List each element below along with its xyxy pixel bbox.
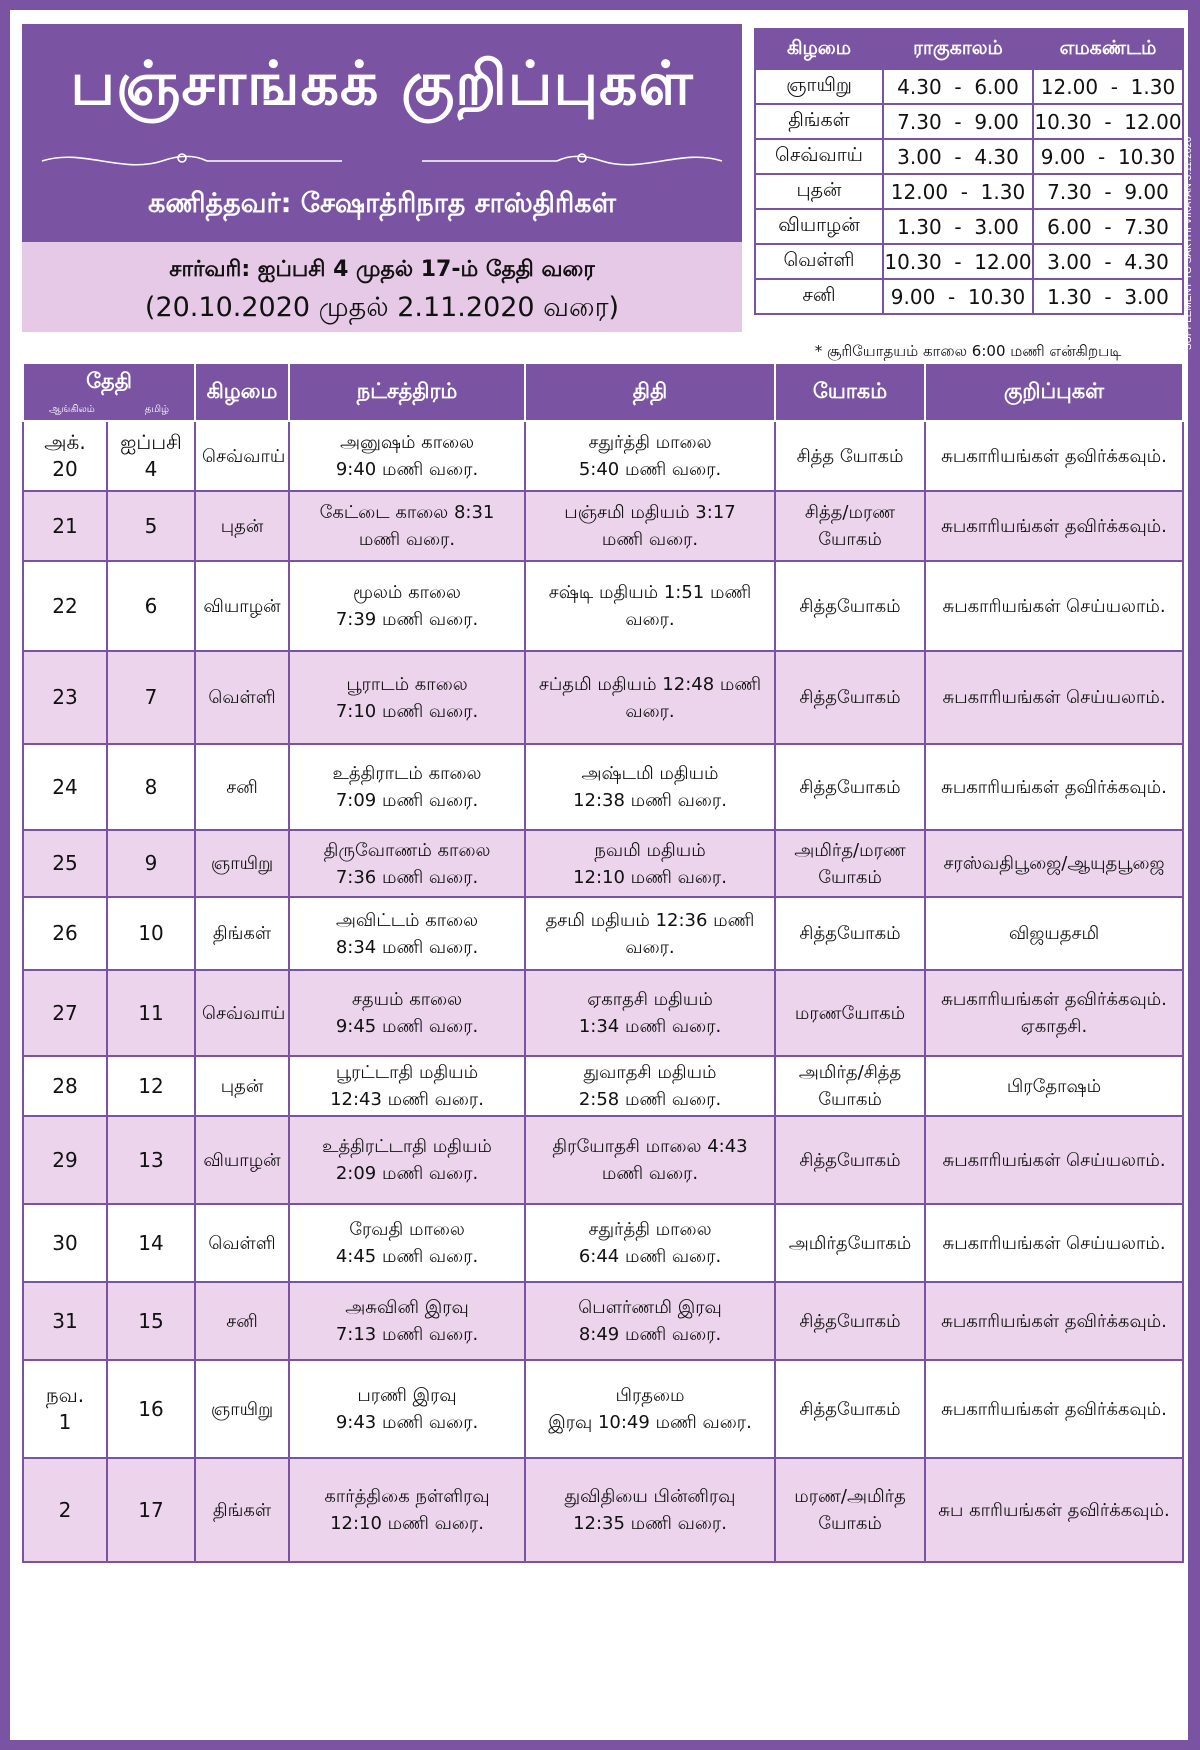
rahu-time: 4.30 - 6.00 [883, 69, 1033, 104]
table-row [23, 421, 1183, 491]
rahu-row [755, 104, 1183, 139]
yogam-cell: அமிர்த/மரண யோகம் [775, 830, 925, 897]
yogam-cell: சித்தயோகம் [775, 1116, 925, 1204]
rahu-time: 1.30 - 3.00 [883, 209, 1033, 244]
rahu-row [755, 69, 1183, 104]
tithi-cell: துவாதசி மதியம் 2:58 மணி வரை. [525, 1056, 775, 1116]
tithi-cell: துவிதியை பின்னிரவு 12:35 மணி வரை. [525, 1458, 775, 1562]
notes-cell: சுப காரியங்கள் தவிர்க்கவும். [925, 1458, 1183, 1562]
star-cell: கேட்டை காலை 8:31 மணி வரை. [289, 491, 525, 561]
date-english: 26 [23, 897, 107, 970]
day-cell: புதன் [195, 491, 289, 561]
rahu-time: 7.30 - 9.00 [883, 104, 1033, 139]
table-row [23, 1056, 1183, 1116]
star-cell: பூரட்டாதி மதியம் 12:43 மணி வரை. [289, 1056, 525, 1116]
rahu-day: புதன் [755, 174, 883, 209]
notes-cell: சுபகாரியங்கள் செய்யலாம். [925, 1204, 1183, 1282]
day-cell: திங்கள் [195, 1458, 289, 1562]
date-tamil: 11 [107, 970, 195, 1056]
ema-time: 10.30 - 12.00 [1033, 104, 1183, 139]
date-english: 27 [23, 970, 107, 1056]
date-tamil: ஐப்பசி 4 [107, 421, 195, 491]
header-day: கிழமை [195, 363, 289, 421]
period-box [22, 242, 742, 332]
tithi-cell: சஷ்டி மதியம் 1:51 மணி வரை. [525, 561, 775, 651]
tithi-cell: அஷ்டமி மதியம் 12:38 மணி வரை. [525, 744, 775, 830]
star-cell: பரணி இரவு 9:43 மணி வரை. [289, 1360, 525, 1458]
header-date [23, 363, 195, 421]
rahu-day: வியாழன் [755, 209, 883, 244]
notes-cell: சுபகாரியங்கள் தவிர்க்கவும். [925, 421, 1183, 491]
table-row [23, 491, 1183, 561]
notes-cell: சுபகாரியங்கள் தவிர்க்கவும். [925, 1282, 1183, 1360]
day-cell: செவ்வாய் [195, 421, 289, 491]
date-english: 22 [23, 561, 107, 651]
tithi-cell: சதுர்த்தி மாலை 5:40 மணி வரை. [525, 421, 775, 491]
date-english: 28 [23, 1056, 107, 1116]
rahu-row [755, 174, 1183, 209]
table-row [23, 830, 1183, 897]
ema-time: 1.30 - 3.00 [1033, 279, 1183, 314]
rahu-row [755, 209, 1183, 244]
star-cell: அவிட்டம் காலை 8:34 மணி வரை. [289, 897, 525, 970]
yogam-cell: சித்தயோகம் [775, 1282, 925, 1360]
yogam-cell: சித்த/மரண யோகம் [775, 491, 925, 561]
tithi-cell: பௌர்ணமி இரவு 8:49 மணி வரை. [525, 1282, 775, 1360]
ema-time: 7.30 - 9.00 [1033, 174, 1183, 209]
header-notes: குறிப்புகள் [925, 363, 1183, 421]
table-row [23, 1458, 1183, 1562]
header-star: நட்சத்திரம் [289, 363, 525, 421]
date-english: 25 [23, 830, 107, 897]
rahu-time: 12.00 - 1.30 [883, 174, 1033, 209]
notes-cell: சரஸ்வதிபூஜை/ஆயுதபூஜை [925, 830, 1183, 897]
notes-cell: சுபகாரியங்கள் செய்யலாம். [925, 561, 1183, 651]
star-cell: அனுஷம் காலை 9:40 மணி வரை. [289, 421, 525, 491]
ema-time: 3.00 - 4.30 [1033, 244, 1183, 279]
period-english: (20.10.2020 முதல் 2.11.2020 வரை) [144, 292, 620, 323]
author-line: கணித்தவர்: சேஷாத்ரிநாத சாஸ்திரிகள் [148, 188, 616, 219]
yogam-cell: சித்தயோகம் [775, 651, 925, 744]
notes-cell: சுபகாரியங்கள் தவிர்க்கவும். [925, 491, 1183, 561]
date-tamil: 7 [107, 651, 195, 744]
rahu-time: 3.00 - 4.30 [883, 139, 1033, 174]
tithi-cell: சப்தமி மதியம் 12:48 மணி வரை. [525, 651, 775, 744]
date-tamil: 9 [107, 830, 195, 897]
tithi-cell: பிரதமை இரவு 10:49 மணி வரை. [525, 1360, 775, 1458]
date-tamil: 15 [107, 1282, 195, 1360]
table-row [23, 1116, 1183, 1204]
rahu-day: சனி [755, 279, 883, 314]
table-row [23, 651, 1183, 744]
rahu-row [755, 139, 1183, 174]
table-row [23, 897, 1183, 970]
tithi-cell: தசமி மதியம் 12:36 மணி வரை. [525, 897, 775, 970]
rahu-time: 10.30 - 12.00 [883, 244, 1033, 279]
date-tamil: 16 [107, 1360, 195, 1458]
notes-cell: சுபகாரியங்கள் தவிர்க்கவும். ஏகாதசி. [925, 970, 1183, 1056]
star-cell: ரேவதி மாலை 4:45 மணி வரை. [289, 1204, 525, 1282]
rahu-row [755, 279, 1183, 314]
header-yogam: யோகம் [775, 363, 925, 421]
yogam-cell: அமிர்தயோகம் [775, 1204, 925, 1282]
date-tamil: 13 [107, 1116, 195, 1204]
table-row [23, 1204, 1183, 1282]
date-tamil: 12 [107, 1056, 195, 1116]
star-cell: பூராடம் காலை 7:10 மணி வரை. [289, 651, 525, 744]
day-cell: செவ்வாய் [195, 970, 289, 1056]
star-cell: அசுவினி இரவு 7:13 மணி வரை. [289, 1282, 525, 1360]
table-row [23, 1282, 1183, 1360]
header-date-english: ஆங்கிலம் [48, 403, 95, 415]
ema-time: 9.00 - 10.30 [1033, 139, 1183, 174]
rahu-header-rahu: ராகுகாலம் [883, 29, 1033, 69]
day-cell: ஞாயிறு [195, 830, 289, 897]
date-tamil: 5 [107, 491, 195, 561]
star-cell: உத்திராடம் காலை 7:09 மணி வரை. [289, 744, 525, 830]
day-cell: வெள்ளி [195, 651, 289, 744]
day-cell: வியாழன் [195, 561, 289, 651]
star-cell: மூலம் காலை 7:39 மணி வரை. [289, 561, 525, 651]
supplement-label: SUPPLEMENT TO SAKTHI VIKATAN 3.11.2020 [1183, 136, 1194, 350]
date-english: 23 [23, 651, 107, 744]
day-cell: சனி [195, 1282, 289, 1360]
tithi-cell: ஏகாதசி மதியம் 1:34 மணி வரை. [525, 970, 775, 1056]
date-english: 21 [23, 491, 107, 561]
date-tamil: 10 [107, 897, 195, 970]
notes-cell: சுபகாரியங்கள் தவிர்க்கவும். [925, 1360, 1183, 1458]
date-english: 2 [23, 1458, 107, 1562]
page [10, 10, 1188, 1740]
period-tamil: சார்வரி: ஐப்பசி 4 முதல் 17-ம் தேதி வரை [169, 257, 595, 282]
rahu-header-day: கிழமை [755, 29, 883, 69]
date-english: நவ. 1 [23, 1360, 107, 1458]
tithi-cell: பஞ்சமி மதியம் 3:17 மணி வரை. [525, 491, 775, 561]
date-tamil: 6 [107, 561, 195, 651]
star-cell: திருவோணம் காலை 7:36 மணி வரை. [289, 830, 525, 897]
rahu-day: செவ்வாய் [755, 139, 883, 174]
rahu-time: 9.00 - 10.30 [883, 279, 1033, 314]
table-row [23, 561, 1183, 651]
day-cell: சனி [195, 744, 289, 830]
table-row [23, 1360, 1183, 1458]
rahukalam-table [754, 28, 1184, 315]
header-date-tamil: தமிழ் [144, 403, 170, 415]
day-cell: ஞாயிறு [195, 1360, 289, 1458]
date-english: 30 [23, 1204, 107, 1282]
star-cell: சதயம் காலை 9:45 மணி வரை. [289, 970, 525, 1056]
yogam-cell: சித்தயோகம் [775, 744, 925, 830]
notes-cell: சுபகாரியங்கள் செய்யலாம். [925, 1116, 1183, 1204]
yogam-cell: சித்த யோகம் [775, 421, 925, 491]
yogam-cell: மரண/அமிர்த யோகம் [775, 1458, 925, 1562]
tithi-cell: திரயோதசி மாலை 4:43 மணி வரை. [525, 1116, 775, 1204]
panchangam-table [22, 362, 1184, 1563]
ornament-divider-icon [22, 146, 742, 176]
date-tamil: 17 [107, 1458, 195, 1562]
day-cell: வியாழன் [195, 1116, 289, 1204]
star-cell: உத்திரட்டாதி மதியம் 2:09 மணி வரை. [289, 1116, 525, 1204]
rahu-day: வெள்ளி [755, 244, 883, 279]
yogam-cell: சித்தயோகம் [775, 561, 925, 651]
table-row [23, 744, 1183, 830]
yogam-cell: அமிர்த/சித்த யோகம் [775, 1056, 925, 1116]
notes-cell: சுபகாரியங்கள் செய்யலாம். [925, 651, 1183, 744]
yogam-cell: சித்தயோகம் [775, 1360, 925, 1458]
star-cell: கார்த்திகை நள்ளிரவு 12:10 மணி வரை. [289, 1458, 525, 1562]
day-cell: திங்கள் [195, 897, 289, 970]
table-row [23, 970, 1183, 1056]
day-cell: வெள்ளி [195, 1204, 289, 1282]
day-cell: புதன் [195, 1056, 289, 1116]
notes-cell: சுபகாரியங்கள் தவிர்க்கவும். [925, 744, 1183, 830]
rahu-footnote: * சூரியோதயம் காலை 6:00 மணி என்கிறபடி [814, 342, 1122, 360]
yogam-cell: மரணயோகம் [775, 970, 925, 1056]
date-tamil: 14 [107, 1204, 195, 1282]
title-panel [22, 24, 742, 332]
tithi-cell: சதுர்த்தி மாலை 6:44 மணி வரை. [525, 1204, 775, 1282]
ema-time: 6.00 - 7.30 [1033, 209, 1183, 244]
rahu-day: திங்கள் [755, 104, 883, 139]
header-date-label: தேதி [86, 368, 132, 393]
rahu-day: ஞாயிறு [755, 69, 883, 104]
notes-cell: பிரதோஷம் [925, 1056, 1183, 1116]
yogam-cell: சித்தயோகம் [775, 897, 925, 970]
date-english: 31 [23, 1282, 107, 1360]
rahu-header-ema: எமகண்டம் [1033, 29, 1183, 69]
rahu-row [755, 244, 1183, 279]
date-english: 24 [23, 744, 107, 830]
date-english: அக். 20 [23, 421, 107, 491]
notes-cell: விஜயதசமி [925, 897, 1183, 970]
date-english: 29 [23, 1116, 107, 1204]
ema-time: 12.00 - 1.30 [1033, 69, 1183, 104]
header-tithi: திதி [525, 363, 775, 421]
date-tamil: 8 [107, 744, 195, 830]
page-title: பஞ்சாங்கக் குறிப்புகள் [70, 49, 694, 119]
tithi-cell: நவமி மதியம் 12:10 மணி வரை. [525, 830, 775, 897]
